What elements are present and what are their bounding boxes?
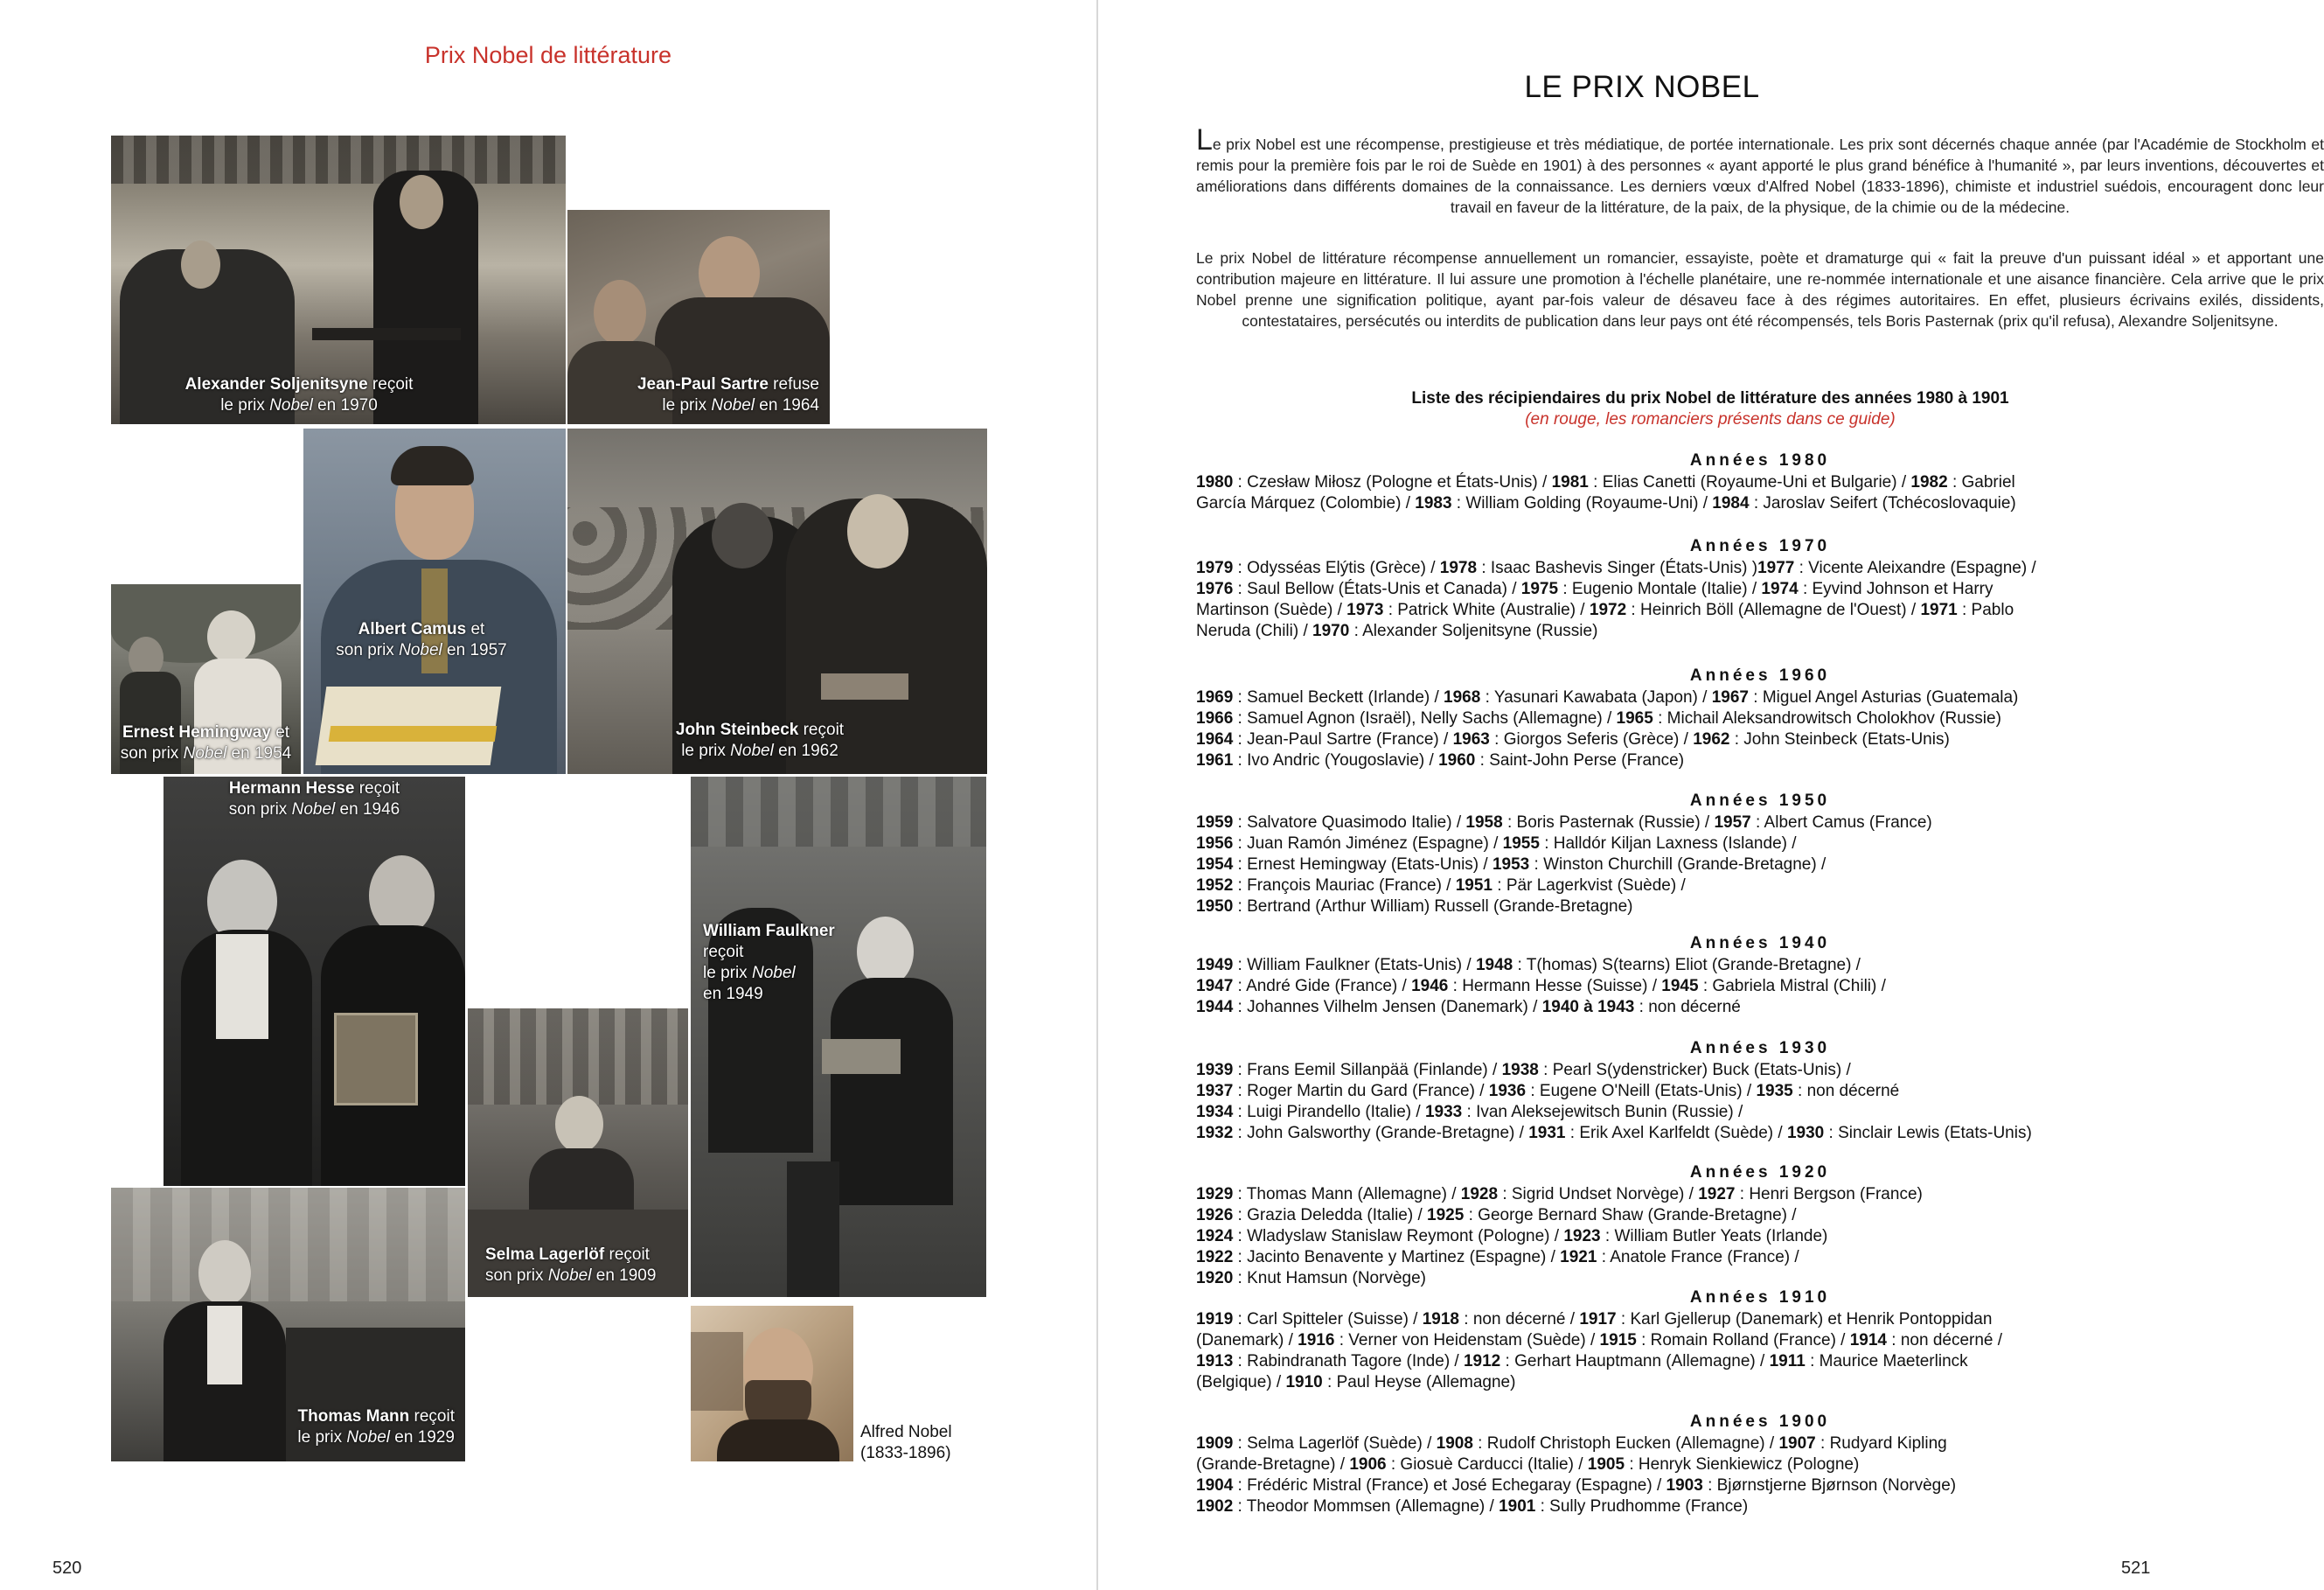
laureate-line: García Márquez (Colombie) / 1983 : William Golding (Royaume-Uni) / 1984 : Jaroslav Seifert (Tchécoslovaquie) <box>1196 494 2016 513</box>
page-number-left: 520 <box>52 1559 82 1578</box>
caption-faulkner: William Faulkner reçoit le prix Nobel en 1949 <box>703 922 835 1003</box>
photo-mann <box>111 1188 465 1461</box>
laureate-line: 1950 : Bertrand (Arthur William) Russell (Grande-Bretagne) <box>1196 897 1633 916</box>
laureate-line: (Grande-Bretagne) / 1906 : Giosuè Carducci (Italie) / 1905 : Henryk Sienkiewicz (Pologne) <box>1196 1455 1860 1474</box>
list-subtitle: (en rouge, les romanciers présents dans ce guide) <box>1525 410 1896 429</box>
decade-section <box>1196 1161 2324 1289</box>
photo-soljenitsyne <box>111 136 566 424</box>
decade-heading: Années 1930 <box>1689 1039 1831 1057</box>
laureate-line: 1979 : Odysséas Elýtis (Grèce) / 1978 : Isaac Bashevis Singer (États-Unis) )1977 : Vicente Aleixandre (Espagne) / <box>1196 559 2036 577</box>
laureate-line: 1939 : Frans Eemil Sillanpää (Finlande) / 1938 : Pearl S(ydenstricker) Buck (Etats-Unis) / <box>1196 1061 1851 1079</box>
intro-paragraph-1: Le prix Nobel est une récompense, prestigieuse et très médiatique, de portée internationale. Les prix sont décernés chaque année (par l'Académie de Stockholm et remis pour la première fois par le roi de Suède en 1901) à des personnes « ayant apporté le plus grand bénéfice à l'humanité », par leurs inventions, découvertes et améliorations dans différents domaines de la connaissance. Les derniers vœux d'Alfred Nobel (1833-1896), chimiste et industriel suédois, encouragent donc leur travail en faveur de la littérature, de la paix, de la physique, de la chimie ou de la médecine. <box>1196 123 2324 216</box>
laureate-line: 1919 : Carl Spitteler (Suisse) / 1918 : non décerné / 1917 : Karl Gjellerup (Danemark) et Henrik Pontoppidan <box>1196 1310 1993 1328</box>
photo-hemingway <box>111 584 301 774</box>
laureate-line: 1902 : Theodor Mommsen (Allemagne) / 1901 : Sully Prudhomme (France) <box>1196 1497 1749 1516</box>
list-title: Liste des récipiendaires du prix Nobel de littérature des années 1980 à 1901 <box>1411 389 2009 408</box>
photo-sartre <box>567 210 830 424</box>
photo-faulkner <box>691 777 986 1297</box>
laureate-line: 1913 : Rabindranath Tagore (Inde) / 1912 : Gerhart Hauptmann (Allemagne) / 1911 : Maurice Maeterlinck <box>1196 1352 1968 1370</box>
laureate-line: 1922 : Jacinto Benavente y Martinez (Espagne) / 1921 : Anatole France (France) / <box>1196 1248 1799 1266</box>
laureate-line: 1969 : Samuel Beckett (Irlande) / 1968 : Yasunari Kawabata (Japon) / 1967 : Miguel Angel Asturias (Guatemala) <box>1196 688 2019 707</box>
decade-heading: Années 1960 <box>1689 666 1831 685</box>
photo-hesse <box>164 777 465 1186</box>
decade-section <box>1196 665 2324 771</box>
laureate-line: 1934 : Luigi Pirandello (Italie) / 1933 : Ivan Aleksejewitsch Bunin (Russie) / <box>1196 1103 1743 1121</box>
laureate-line: 1909 : Selma Lagerlöf (Suède) / 1908 : Rudolf Christoph Eucken (Allemagne) / 1907 : Rudyard Kipling <box>1196 1434 1947 1453</box>
intro-paragraph-2: Le prix Nobel de littérature récompense annuellement un romancier, essayiste, poète et dramaturge qui « fait la preuve d'un puissant idéal » et apportant une contribution majeure en littérature. Il lui assure une promotion à l'échelle planétaire, une re-nommée internationale et une aisance financière. Cela arrive que le prix Nobel prenne une signification politique, ayant par-fois valeur de désaveu face à des régimes autoritaires. En effet, plusieurs écrivains exilés, dissidents, contestataires, persécutés ou interdits de publication dans leur pays ont été récompensés, tels Boris Pasternak (prix qu'il refusa), Alexandre Soljenitsyne. <box>1196 249 2324 330</box>
decade-section <box>1196 535 2324 642</box>
decade-heading: Années 1900 <box>1689 1412 1831 1431</box>
laureate-line: 1926 : Grazia Deledda (Italie) / 1925 : George Bernard Shaw (Grande-Bretagne) / <box>1196 1206 1797 1224</box>
caption-sartre: Jean-Paul Sartre refuse le prix Nobel en 1964 <box>637 375 819 415</box>
decade-heading: Années 1920 <box>1689 1163 1831 1182</box>
caption-mann: Thomas Mann reçoit le prix Nobel en 1929 <box>297 1407 455 1447</box>
decade-heading: Années 1950 <box>1689 792 1831 810</box>
decade-section <box>1196 1287 2324 1393</box>
alfred-nobel-caption: Alfred Nobel (1833-1896) <box>860 1423 952 1462</box>
laureate-line: 1961 : Ivo Andric (Yougoslavie) / 1960 : Saint-John Perse (France) <box>1196 751 1685 770</box>
caption-soljenitsyne: Alexander Soljenitsyne reçoit le prix Nobel en 1970 <box>184 375 414 415</box>
laureate-line: 1937 : Roger Martin du Gard (France) / 1936 : Eugene O'Neill (Etats-Unis) / 1935 : non décerné <box>1196 1082 1900 1100</box>
photo-steinbeck <box>567 429 987 774</box>
decade-section <box>1196 1411 2324 1517</box>
right-page <box>1098 0 2324 1590</box>
laureate-line: 1932 : John Galsworthy (Grande-Bretagne) / 1931 : Erik Axel Karlfeldt (Suède) / 1930 : Sinclair Lewis (Etats-Unis) <box>1196 1124 2032 1142</box>
laureate-line: 1954 : Ernest Hemingway (Etats-Unis) / 1953 : Winston Churchill (Grande-Bretagne) / <box>1196 855 1826 874</box>
decade-section <box>1196 932 2324 1018</box>
laureate-line: 1964 : Jean-Paul Sartre (France) / 1963 : Giorgos Seferis (Grèce) / 1962 : John Steinbeck (Etats-Unis) <box>1196 730 1950 749</box>
photo-lagerlof <box>468 1008 688 1297</box>
laureate-line: Neruda (Chili) / 1970 : Alexander Soljenitsyne (Russie) <box>1196 622 1598 640</box>
laureate-line: (Belgique) / 1910 : Paul Heyse (Allemagne) <box>1196 1373 1516 1391</box>
left-page <box>0 0 1096 1590</box>
decade-heading: Années 1970 <box>1689 537 1831 555</box>
laureate-line: 1929 : Thomas Mann (Allemagne) / 1928 : Sigrid Undset Norvège) / 1927 : Henri Bergson (France) <box>1196 1185 1923 1203</box>
laureate-line: 1966 : Samuel Agnon (Israël), Nelly Sachs (Allemagne) / 1965 : Michail Aleksandrowitsch Cholokhov (Russie) <box>1196 709 2001 728</box>
decade-heading: Années 1980 <box>1689 451 1831 470</box>
laureate-line: 1904 : Frédéric Mistral (France) et José Echegaray (Espagne) / 1903 : Bjørnstjerne Bjørnson (Norvège) <box>1196 1476 1957 1495</box>
caption-steinbeck: John Steinbeck reçoit le prix Nobel en 1962 <box>675 721 845 760</box>
laureate-line: Martinson (Suède) / 1973 : Patrick White (Australie) / 1972 : Heinrich Böll (Allemagne de l'Ouest) / 1971 : Pablo <box>1196 601 2014 619</box>
laureate-line: 1976 : Saul Bellow (États-Unis et Canada) / 1975 : Eugenio Montale (Italie) / 1974 : Eyvind Johnson et Harry <box>1196 580 1993 598</box>
laureate-line: (Danemark) / 1916 : Verner von Heidenstam (Suède) / 1915 : Romain Rolland (France) / 1914 : non décerné / <box>1196 1331 2003 1349</box>
photo-camus <box>303 429 566 774</box>
laureate-line: 1949 : William Faulkner (Etats-Unis) / 1948 : T(homas) S(tearns) Eliot (Grande-Bretagne) / <box>1196 956 1861 974</box>
laureate-line: 1959 : Salvatore Quasimodo Italie) / 1958 : Boris Pasternak (Russie) / 1957 : Albert Camus (France) <box>1196 813 1932 832</box>
laureate-line: 1956 : Juan Ramón Jiménez (Espagne) / 1955 : Halldór Kiljan Laxness (Islande) / <box>1196 834 1797 853</box>
decade-heading: Années 1910 <box>1689 1288 1831 1307</box>
laureate-line: 1924 : Wladyslaw Stanislaw Reymont (Pologne) / 1923 : William Butler Yeats (Irlande) <box>1196 1227 1828 1245</box>
photo-alfred-nobel <box>691 1306 853 1461</box>
laureate-line: 1952 : François Mauriac (France) / 1951 : Pär Lagerkvist (Suède) / <box>1196 876 1686 895</box>
section-header: Prix Nobel de littérature <box>424 42 672 68</box>
decade-heading: Années 1940 <box>1689 934 1831 952</box>
decade-section <box>1196 1037 2324 1144</box>
laureate-line: 1920 : Knut Hamsun (Norvège) <box>1196 1269 1426 1287</box>
decade-section <box>1196 790 2324 917</box>
laureate-line: 1944 : Johannes Vilhelm Jensen (Danemark) / 1940 à 1943 : non décerné <box>1196 998 1741 1016</box>
caption-hesse: Hermann Hesse reçoit son prix Nobel en 1946 <box>228 779 400 819</box>
caption-camus: Albert Camus et son prix Nobel en 1957 <box>336 620 507 659</box>
page-number-right: 521 <box>2121 1559 2151 1578</box>
page-title: LE PRIX NOBEL <box>1524 70 1760 104</box>
decade-section <box>1196 450 2324 514</box>
drop-cap: L <box>1196 123 1213 157</box>
laureate-line: 1980 : Czesław Miłosz (Pologne et États-Unis) / 1981 : Elias Canetti (Royaume-Uni et Bulgarie) / 1982 : Gabriel <box>1196 473 2015 492</box>
caption-hemingway: Ernest Hemingway et son prix Nobel en 1954 <box>120 723 292 763</box>
laureate-line: 1947 : André Gide (France) / 1946 : Hermann Hesse (Suisse) / 1945 : Gabriela Mistral (Chili) / <box>1196 977 1886 995</box>
caption-lagerlof: Selma Lagerlöf reçoit son prix Nobel en 1909 <box>485 1245 657 1285</box>
